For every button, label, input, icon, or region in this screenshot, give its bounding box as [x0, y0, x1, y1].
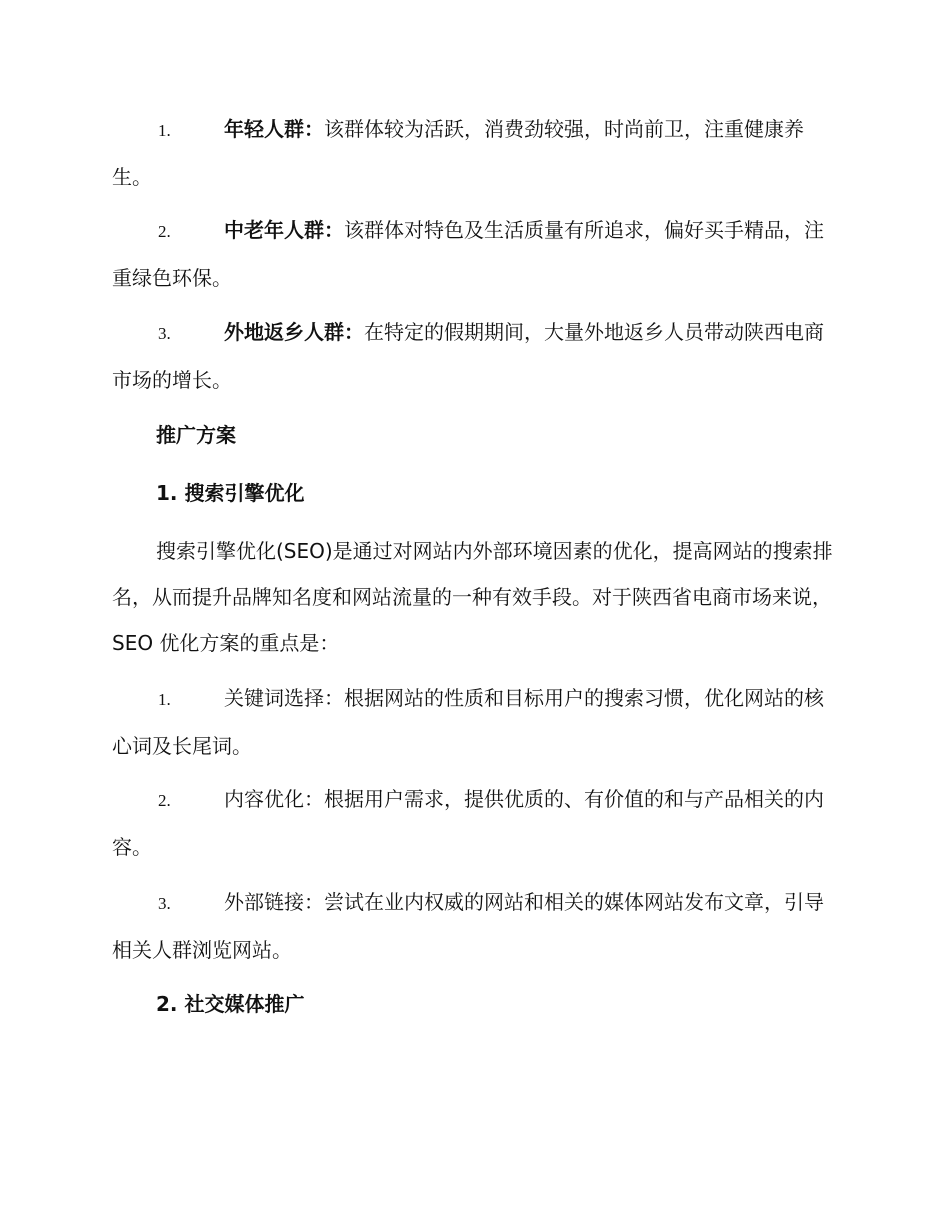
seo-item-content [112, 776, 840, 870]
list-number: 2. [158, 791, 171, 810]
item-text: 关键词选择：根据网站的性质和目标用户的搜索习惯，优化网站的核心词及长尾词。 [112, 686, 824, 758]
list-number: 1. [158, 121, 171, 140]
item-text: 外部链接：尝试在业内权威的网站和相关的媒体网站发布文章，引导相关人群浏览网站。 [112, 890, 824, 962]
item-text: 在特定的假期期间，大量外地返乡人员带动陕西电商市场的增长。 [112, 320, 824, 392]
list-number: 2. [158, 222, 171, 241]
seo-intro-paragraph: 搜索引擎优化(SEO)是通过对网站内外部环境因素的优化，提高网站的搜索排名，从而提升品牌知名度和网站流量的一种有效手段。对于陕西省电商市场来说，SEO 优化方案的重点是： [112, 539, 833, 655]
section-title-promotion: 推广方案 [156, 423, 236, 447]
item-text: 该群体较为活跃，消费劲较强，时尚前卫，注重健康养生。 [112, 117, 804, 189]
seo-item-keywords [112, 675, 840, 769]
list-number: 3. [158, 324, 171, 343]
list-number: 3. [158, 894, 171, 913]
item-text: 内容优化：根据用户需求，提供优质的、有价值的和与产品相关的内容。 [112, 787, 824, 859]
item-text: 该群体对特色及生活质量有所追求，偏好买手精品，注重绿色环保。 [112, 218, 824, 290]
item-label: 年轻人群： [224, 117, 324, 141]
audience-item-middle-aged [112, 207, 840, 301]
item-label: 中老年人群： [224, 218, 344, 242]
audience-item-returnees [112, 309, 840, 403]
section-heading-seo: 1. 搜索引擎优化 [156, 481, 305, 505]
item-label: 外地返乡人群： [224, 320, 364, 344]
section-heading-social: 2. 社交媒体推广 [156, 992, 305, 1016]
audience-item-young [112, 106, 840, 200]
seo-item-links [112, 879, 840, 973]
list-number: 1. [158, 690, 171, 709]
